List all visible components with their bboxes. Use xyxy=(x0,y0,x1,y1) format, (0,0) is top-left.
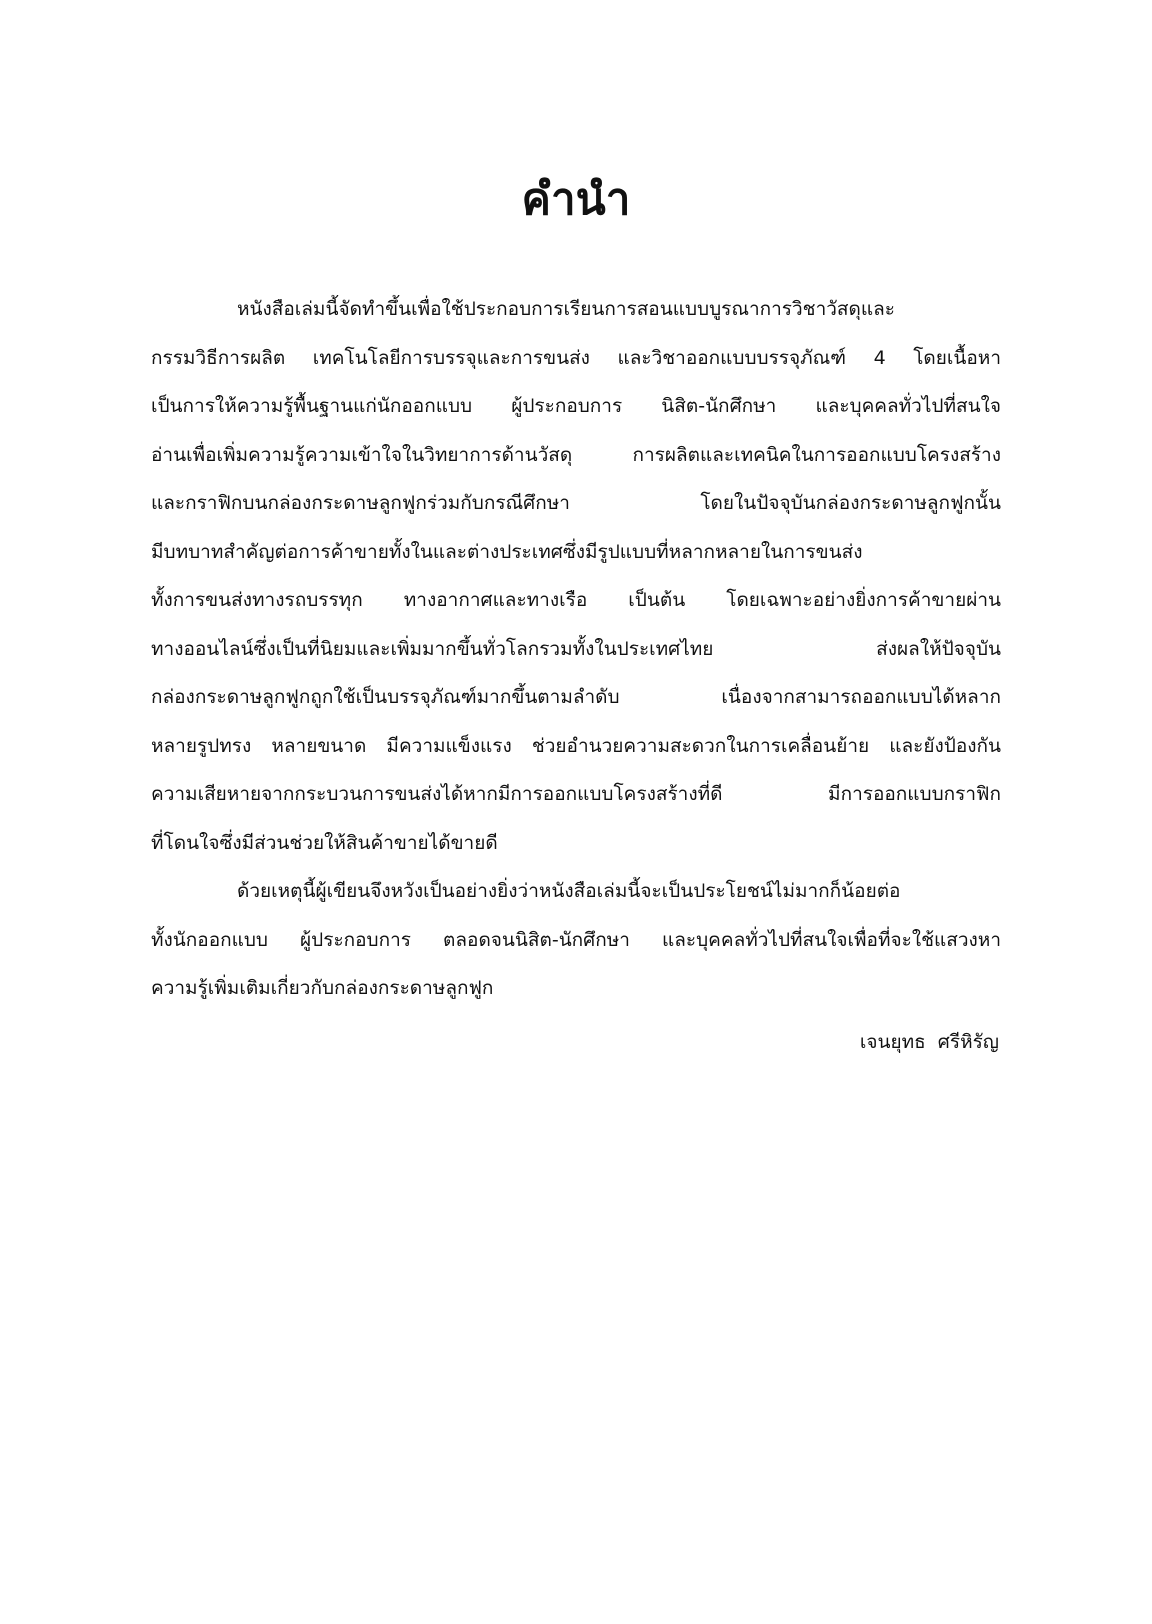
paragraph-1-line: กล่องกระดาษลูกฟูกถูกใช้เป็นบรรจุภัณฑ์มากขึ้นตามลำดับ เนื่องจากสามารถออกแบบได้หลาก xyxy=(151,686,1001,708)
paragraph-1-line: ที่โดนใจซึ่งมีส่วนช่วยให้สินค้าขายได้ขายดี xyxy=(151,831,498,854)
paragraph-2-line: ความรู้เพิ่มเติมเกี่ยวกับกล่องกระดาษลูกฟูก xyxy=(151,977,494,999)
paragraph-1-line: อ่านเพื่อเพิ่มความรู้ความเข้าใจในวิทยาการด้านวัสดุ การผลิตและเทคนิคในการออกแบบโครงสร้าง xyxy=(151,443,1001,466)
paragraph-1-line: ทั้งการขนส่งทางรถบรรทุก ทางอากาศและทางเรือ เป็นต้น โดยเฉพาะอย่างยิ่งการค้าขายผ่าน xyxy=(151,589,1001,611)
author-signature: เจนยุทธ ศรีหิรัญ xyxy=(859,1031,999,1053)
paragraph-1-line: หนังสือเล่มนี้จัดทำขึ้นเพื่อใช้ประกอบการเรียนการสอนแบบบูรณาการวิชาวัสดุและ xyxy=(237,298,895,320)
paragraph-1-line: เป็นการให้ความรู้พื้นฐานแก่นักออกแบบ ผู้ประกอบการ นิสิต-นักศึกษา และบุคคลทั่วไปที่สนใจ xyxy=(151,395,1001,417)
paragraph-1-line: มีบทบาทสำคัญต่อการค้าขายทั้งในและต่างประเทศซึ่งมีรูปแบบที่หลากหลายในการขนส่ง xyxy=(151,540,863,563)
paragraph-2-line: ทั้งนักออกแบบ ผู้ประกอบการ ตลอดจนนิสิต-นักศึกษา และบุคคลทั่วไปที่สนใจเพื่อที่จะใช้แสวงหา xyxy=(151,928,1001,951)
paragraph-2-line: ด้วยเหตุนี้ผู้เขียนจึงหวังเป็นอย่างยิ่งว่าหนังสือเล่มนี้จะเป็นประโยชน์ไม่มากก็น้อยต่อ xyxy=(237,880,901,902)
paragraph-1-line: ทางออนไลน์ซึ่งเป็นที่นิยมและเพิ่มมากขึ้นทั่วโลกรวมทั้งในประเทศไทย ส่งผลให้ปัจจุบัน xyxy=(151,637,1001,660)
paragraph-1-line: กรรมวิธีการผลิต เทคโนโลยีการบรรจุและการขนส่ง และวิชาออกแบบบรรจุภัณฑ์ 4 โดยเนื้อหา xyxy=(151,346,1001,369)
paragraph-1-line: และกราฟิกบนกล่องกระดาษลูกฟูกร่วมกับกรณีศึกษา โดยในปัจจุบันกล่องกระดาษลูกฟูกนั้น xyxy=(151,492,1001,514)
preface-body xyxy=(151,285,1001,1013)
paragraph-1-line: ความเสียหายจากกระบวนการขนส่งได้หากมีการออกแบบโครงสร้างที่ดี มีการออกแบบกราฟิก xyxy=(151,783,1001,805)
page-title: คำนำ xyxy=(521,174,631,225)
paragraph-1-line: หลายรูปทรง หลายขนาด มีความแข็งแรง ช่วยอำนวยความสะดวกในการเคลื่อนย้าย และยังป้องกัน xyxy=(151,734,1001,757)
